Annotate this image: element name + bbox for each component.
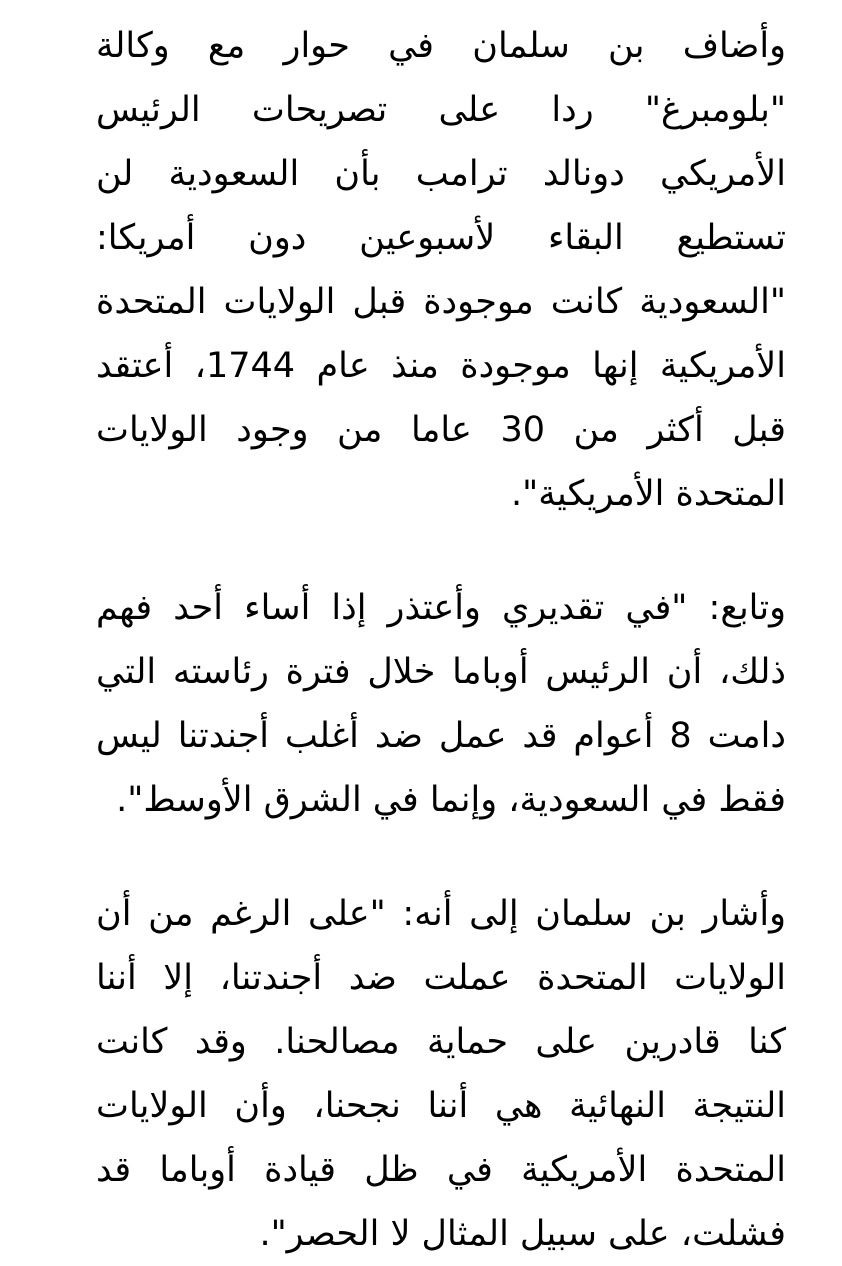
article-body — [96, 14, 786, 1266]
text-line: "بلومبرغ" ردا على تصريحات الرئيس — [96, 90, 786, 130]
text-line: قبل أكثر من 30 عاما من وجود الولايات — [96, 410, 787, 450]
text-line: "السعودية كانت موجودة قبل الولايات المتحدة — [96, 282, 786, 322]
paragraph-3 — [96, 882, 786, 1266]
text-line: ذلك، أن الرئيس أوباما خلال فترة رئاسته التي — [96, 652, 786, 692]
text-line: المتحدة الأمريكية في ظل قيادة أوباما قد — [96, 1150, 786, 1190]
text-line: وأشار بن سلمان إلى أنه: "على الرغم من أن — [96, 894, 786, 934]
text-line: وأضاف بن سلمان في حوار مع وكالة — [96, 26, 786, 66]
text-line: وتابع: "في تقديري وأعتذر إذا أساء أحد فهم — [96, 588, 786, 628]
text-line: المتحدة الأمريكية". — [511, 474, 786, 514]
text-line: فقط في السعودية، وإنما في الشرق الأوسط". — [116, 780, 786, 820]
paragraph-spacer — [96, 832, 786, 882]
text-line: الأمريكي دونالد ترامب بأن السعودية لن — [96, 154, 786, 194]
text-line: تستطيع البقاء لأسبوعين دون أمريكا: — [96, 218, 786, 258]
text-line: فشلت، على سبيل المثال لا الحصر". — [259, 1214, 786, 1254]
paragraph-2 — [96, 576, 786, 832]
text-line: الأمريكية إنها موجودة منذ عام 1744، أعتقد — [96, 346, 786, 386]
text-line: النتيجة النهائية هي أننا نجحنا، وأن الولايات — [96, 1086, 786, 1126]
text-line: دامت 8 أعوام قد عمل ضد أغلب أجندتنا ليس — [96, 716, 786, 756]
paragraph-spacer — [96, 526, 786, 576]
text-line: الولايات المتحدة عملت ضد أجندتنا، إلا أننا — [96, 958, 786, 998]
text-line: كنا قادرين على حماية مصالحنا. وقد كانت — [96, 1022, 786, 1062]
paragraph-1 — [96, 14, 786, 526]
